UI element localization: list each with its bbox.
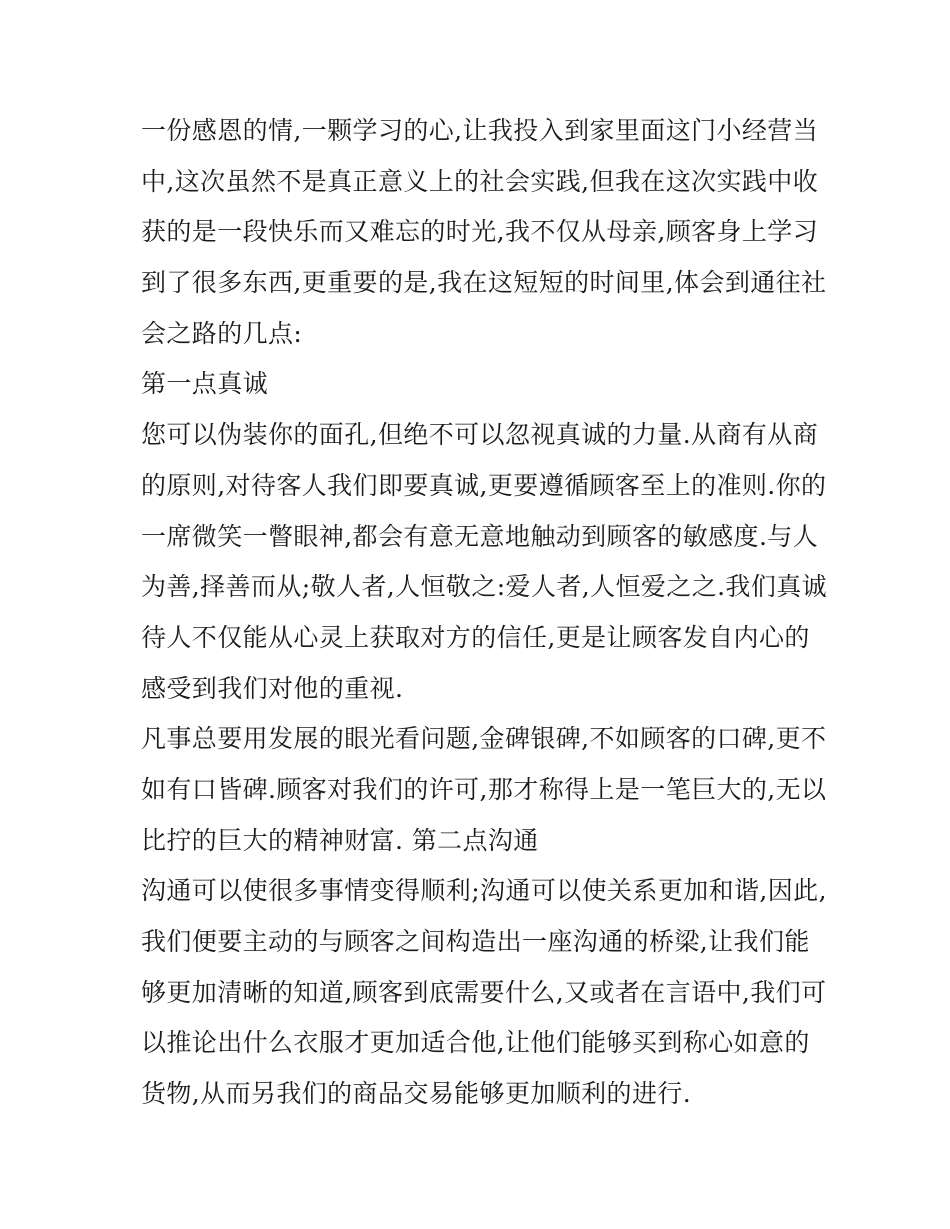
body-text — [141, 106, 828, 1120]
text-line: 会之路的几点: — [141, 318, 303, 348]
text-line: 如有口皆碑.顾客对我们的许可,那才称得上是一笔巨大的,无以 — [141, 774, 827, 804]
text-line: 沟通可以使很多事情变得顺利;沟通可以使关系更加和谐,因此, — [141, 876, 827, 906]
text-line: 够更加清晰的知道,顾客到底需要什么,又或者在言语中,我们可 — [141, 977, 827, 1007]
text-line: 比拧的巨大的精神财富. 第二点沟通 — [141, 825, 539, 855]
text-line: 一席微笑一瞥眼神,都会有意无意地触动到顾客的敏感度.与人 — [141, 521, 819, 551]
text-line: 获的是一段快乐而又难忘的时光,我不仅从母亲,顾客身上学习 — [141, 217, 819, 247]
text-line: 中,这次虽然不是真正意义上的社会实践,但我在这次实践中收 — [141, 166, 819, 196]
text-line: 您可以伪装你的面孔,但绝不可以忽视真诚的力量.从商有从商 — [141, 420, 819, 450]
text-line: 货物,从而另我们的商品交易能够更加顺利的进行. — [141, 1079, 692, 1109]
text-line: 凡事总要用发展的眼光看问题,金碑银碑,不如顾客的口碑,更不 — [141, 724, 827, 754]
text-line: 我们便要主动的与顾客之间构造出一座沟通的桥梁,让我们能 — [141, 927, 810, 956]
text-line: 感受到我们对他的重视. — [141, 673, 404, 703]
text-line: 一份感恩的情,一颗学习的心,让我投入到家里面这门小经营当 — [141, 116, 819, 145]
text-line: 以推论出什么衣服才更加适合他,让他们能够买到称心如意的 — [141, 1028, 810, 1058]
text-line: 待人不仅能从心灵上获取对方的信任,更是让顾客发自内心的 — [141, 622, 810, 652]
section-heading: 第一点真诚 — [141, 369, 269, 399]
text-line: 的原则,对待客人我们即要真诚,更要遵循顾客至上的准则.你的 — [141, 470, 827, 500]
text-line: 到了很多东西,更重要的是,我在这短短的时间里,体会到通往社 — [141, 268, 827, 298]
text-line: 为善,择善而从;敬人者,人恒敬之:爱人者,人恒爱之之.我们真诚 — [141, 572, 828, 602]
